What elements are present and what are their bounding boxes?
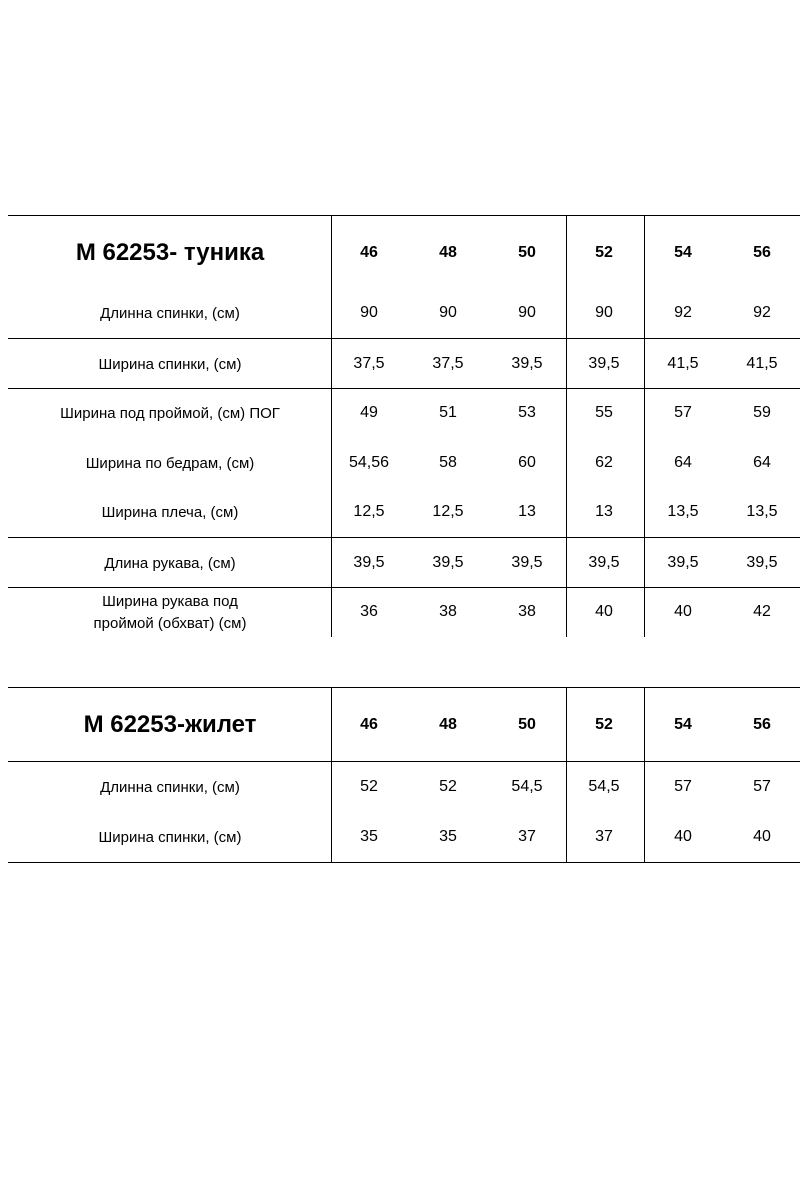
row-label: Длинна спинки, (см): [100, 304, 240, 322]
table-cell: 35: [439, 828, 457, 845]
table-cell: 60: [518, 454, 536, 471]
table-cell: 37: [518, 828, 536, 845]
table-cell: 90: [595, 304, 613, 321]
table-cell: 58: [439, 454, 457, 471]
size-header: 52: [595, 244, 613, 261]
table-cell: 38: [439, 603, 457, 620]
row-label: Ширина спинки, (см): [98, 828, 242, 846]
table-cell: 39,5: [588, 355, 620, 372]
table-cell: 54,5: [588, 778, 620, 795]
table-cell: 39,5: [432, 554, 464, 571]
size-header: 50: [518, 716, 536, 733]
table-cell: 12,5: [353, 503, 385, 520]
row-label: Длина рукава, (см): [104, 554, 236, 572]
table-cell: 13,5: [746, 503, 778, 520]
table-cell: 41,5: [746, 355, 778, 372]
table-cell: 64: [753, 454, 771, 471]
vest-title: M 62253-жилет: [83, 711, 257, 738]
row-label: Длинна спинки, (см): [100, 778, 240, 796]
row-label: Ширина по бедрам, (см): [85, 454, 255, 472]
row-label: Ширина плеча, (см): [101, 503, 239, 521]
table-border-top: [8, 687, 800, 688]
size-header: 46: [360, 244, 378, 261]
table-cell: 92: [753, 304, 771, 321]
table-cell: 92: [674, 304, 692, 321]
size-header: 54: [674, 244, 692, 261]
tunic-title: M 62253- туника: [75, 239, 265, 266]
column-divider: [566, 687, 567, 862]
table-cell: 12,5: [432, 503, 464, 520]
row-label-line: Ширина рукава под: [102, 593, 238, 610]
table-cell: 57: [674, 404, 692, 421]
table-cell: 90: [518, 304, 536, 321]
size-header: 52: [595, 716, 613, 733]
table-cell: 39,5: [511, 355, 543, 372]
table-cell: 41,5: [667, 355, 699, 372]
size-header: 46: [360, 716, 378, 733]
size-header: 48: [439, 716, 457, 733]
table-cell: 37,5: [353, 355, 385, 372]
table-cell: 13: [518, 503, 536, 520]
size-header: 48: [439, 244, 457, 261]
table-cell: 38: [518, 603, 536, 620]
table-cell: 39,5: [588, 554, 620, 571]
row-label: Ширина под проймой, (см) ПОГ: [60, 404, 280, 422]
table-cell: 39,5: [353, 554, 385, 571]
size-header: 56: [753, 716, 771, 733]
table-cell: 52: [360, 778, 378, 795]
table-cell: 37,5: [432, 355, 464, 372]
table-cell: 39,5: [511, 554, 543, 571]
table-cell: 57: [674, 778, 692, 795]
table-cell: 54,56: [348, 454, 390, 471]
table-cell: 90: [439, 304, 457, 321]
table-cell: 90: [360, 304, 378, 321]
table-cell: 53: [518, 404, 536, 421]
size-header: 56: [753, 244, 771, 261]
table-cell: 39,5: [667, 554, 699, 571]
table-cell: 62: [595, 454, 613, 471]
table-cell: 37: [595, 828, 613, 845]
table-cell: 64: [674, 454, 692, 471]
table-cell: 49: [360, 404, 378, 421]
table-cell: 13,5: [667, 503, 699, 520]
size-header: 50: [518, 244, 536, 261]
table-cell: 55: [595, 404, 613, 421]
table-cell: 52: [439, 778, 457, 795]
table-cell: 40: [674, 603, 692, 620]
table-cell: 51: [439, 404, 457, 421]
row-label-line: проймой (обхват) (см): [93, 615, 247, 632]
table-cell: 40: [674, 828, 692, 845]
table-cell: 57: [753, 778, 771, 795]
table-cell: 40: [595, 603, 613, 620]
table-cell: 13: [595, 503, 613, 520]
table-cell: 59: [753, 404, 771, 421]
column-divider: [644, 687, 645, 862]
row-label: Ширина спинки, (см): [98, 355, 242, 373]
table-cell: 39,5: [746, 554, 778, 571]
table-cell: 40: [753, 828, 771, 845]
table-border-bottom: [8, 862, 800, 863]
table-cell: 42: [753, 603, 771, 620]
size-header: 54: [674, 716, 692, 733]
table-cell: 54,5: [511, 778, 543, 795]
table-cell: 35: [360, 828, 378, 845]
table-cell: 36: [360, 603, 378, 620]
row-divider: [8, 761, 800, 762]
